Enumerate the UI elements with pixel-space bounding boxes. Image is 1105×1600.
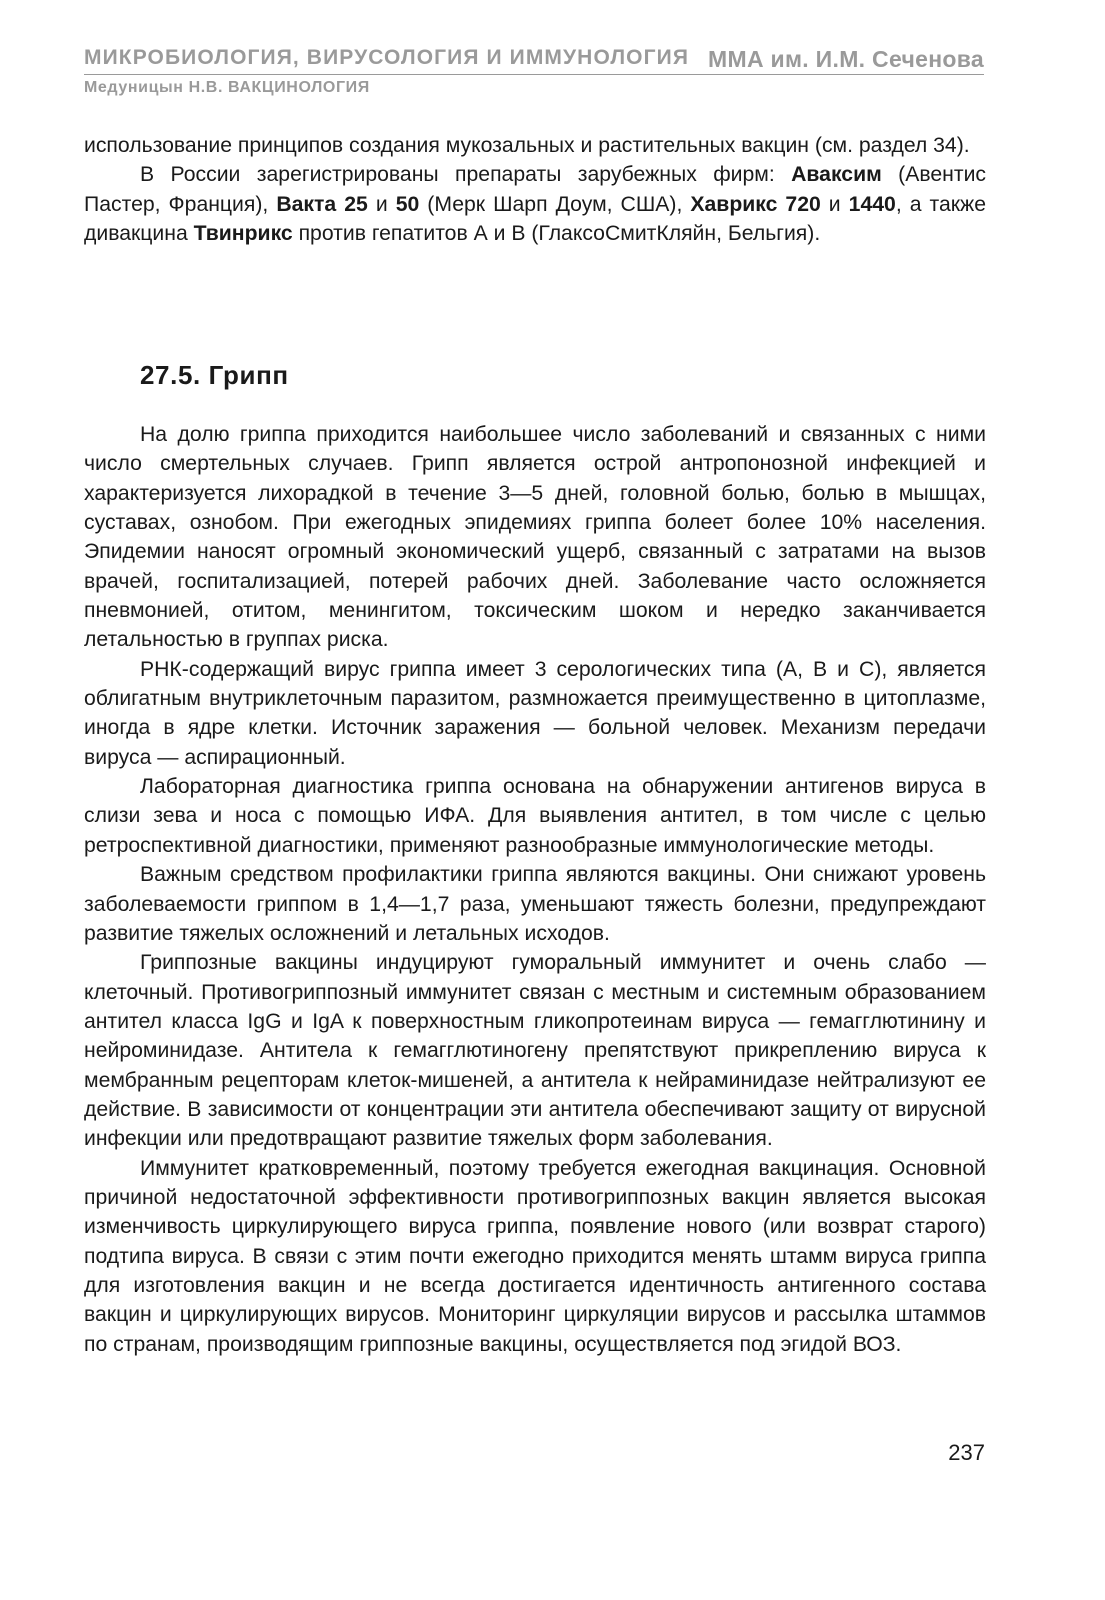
section-body [84,420,986,1359]
paragraph: На долю гриппа приходится наибольшее число заболеваний и связанных с ними число смертельных случаев. Грипп является острой антропонозной инфекцией и характеризуется лихорадкой в течение 3—5 дней, головной болью, болью в мышцах, суставах, ознобом. При ежегодных эпидемиях гриппа болеет более 10% населения. Эпидемии наносят огромный экономический ущерб, связанный с затратами на вызов врачей, госпитализацией, потерей рабочих дней. Заболевание часто осложняется пневмонией, отитом, менингитом, токсическим шоком и нередко заканчивается летальностью в группах риска. [84,423,986,652]
header-subject: МИКРОБИОЛОГИЯ, ВИРУСОЛОГИЯ И ИММУНОЛОГИЯ [84,46,690,69]
text-run: и [367,192,396,216]
page-number: 237 [948,1440,985,1465]
text-run: В России зарегистрированы препараты зарубежных фирм: [140,163,792,187]
running-header [84,44,984,75]
paragraph-continuation: использование принципов создания мукозальных и растительных вакцин (см. раздел 34). [84,134,970,157]
top-text-block [84,131,986,248]
vaccine-name: Вакта 25 [276,192,368,216]
text-run: против гепатитов А и В (ГлаксоСмитКляйн, Бельгия). [292,222,821,246]
vaccine-name: 1440 [848,192,896,216]
text-run: , а также дивакцина [84,192,987,246]
vaccine-name: Аваксим [791,163,882,187]
text-run: (Авентис Пастер, Франция), [84,163,986,216]
vaccine-name: 50 [395,192,420,216]
section-heading: 27.5. Грипп [140,360,289,390]
paragraph-registered-vaccines [84,160,986,248]
header-author-book: Медуницын Н.В. ВАКЦИНОЛОГИЯ [84,79,370,96]
vaccine-name: Твинрикс [193,222,293,246]
paragraph: Лабораторная диагностика гриппа основана на обнаружении антигенов вируса в слизи зева и носа с помощью ИФА. Для выявления антител, в том числе с целью ретроспективной диагностики, применяют разнообразные иммунологические методы. [84,775,986,857]
vaccine-name: Хаврикс 720 [690,192,821,216]
paragraph: Иммунитет кратковременный, поэтому требуется ежегодная вакцинация. Основной причиной недостаточной эффективности противогриппозных вакцин является высокая изменчивость циркулирующего вируса гриппа, появление нового (или возврат старого) подтипа вируса. В связи с этим почти ежегодно приходится менять штамм вируса гриппа для изготовления вакцин и не всегда достигается идентичность антигенного состава вакцин и циркулирующих вирусов. Мониторинг циркуляции вирусов и рассылка штаммов по странам, производящим гриппозные вакцины, осуществляется под эгидой ВОЗ. [84,1156,986,1356]
text-run: и [820,192,849,216]
header-institution: ММА им. И.М. Сеченова [708,46,984,72]
text-run: (Мерк Шарп Доум, США), [419,192,691,216]
paragraph: Важным средством профилактики гриппа являются вакцины. Они снижают уровень заболеваемости гриппом в 1,4—1,7 раза, уменьшают тяжесть болезни, предупреждают развитие тяжелых осложнений и летальных исходов. [84,863,986,945]
paragraph: РНК-содержащий вирус гриппа имеет 3 серологических типа (А, В и С), является облигатным внутриклеточным паразитом, размножается преимущественно в цитоплазме, иногда в ядре клетки. Источник заражения — больной человек. Механизм передачи вируса — аспирационный. [84,657,986,769]
paragraph: Гриппозные вакцины индуцируют гуморальный иммунитет и очень слабо — клеточный. Противогриппозный иммунитет связан с местным и системным образованием антител класса IgG и IgA к поверхностным гликопротеинам вируса — гемагглютинину и нейроминидазе. Антитела к гемагглютиногену препятствуют прикреплению вируса к мембранным рецепторам клеток-мишеней, а антитела к нейраминидазе нейтрализуют ее действие. В зависимости от концентрации эти антитела обеспечивают защиту от вирусной инфекции или предотвращают развитие тяжелых форм заболевания. [84,951,986,1151]
